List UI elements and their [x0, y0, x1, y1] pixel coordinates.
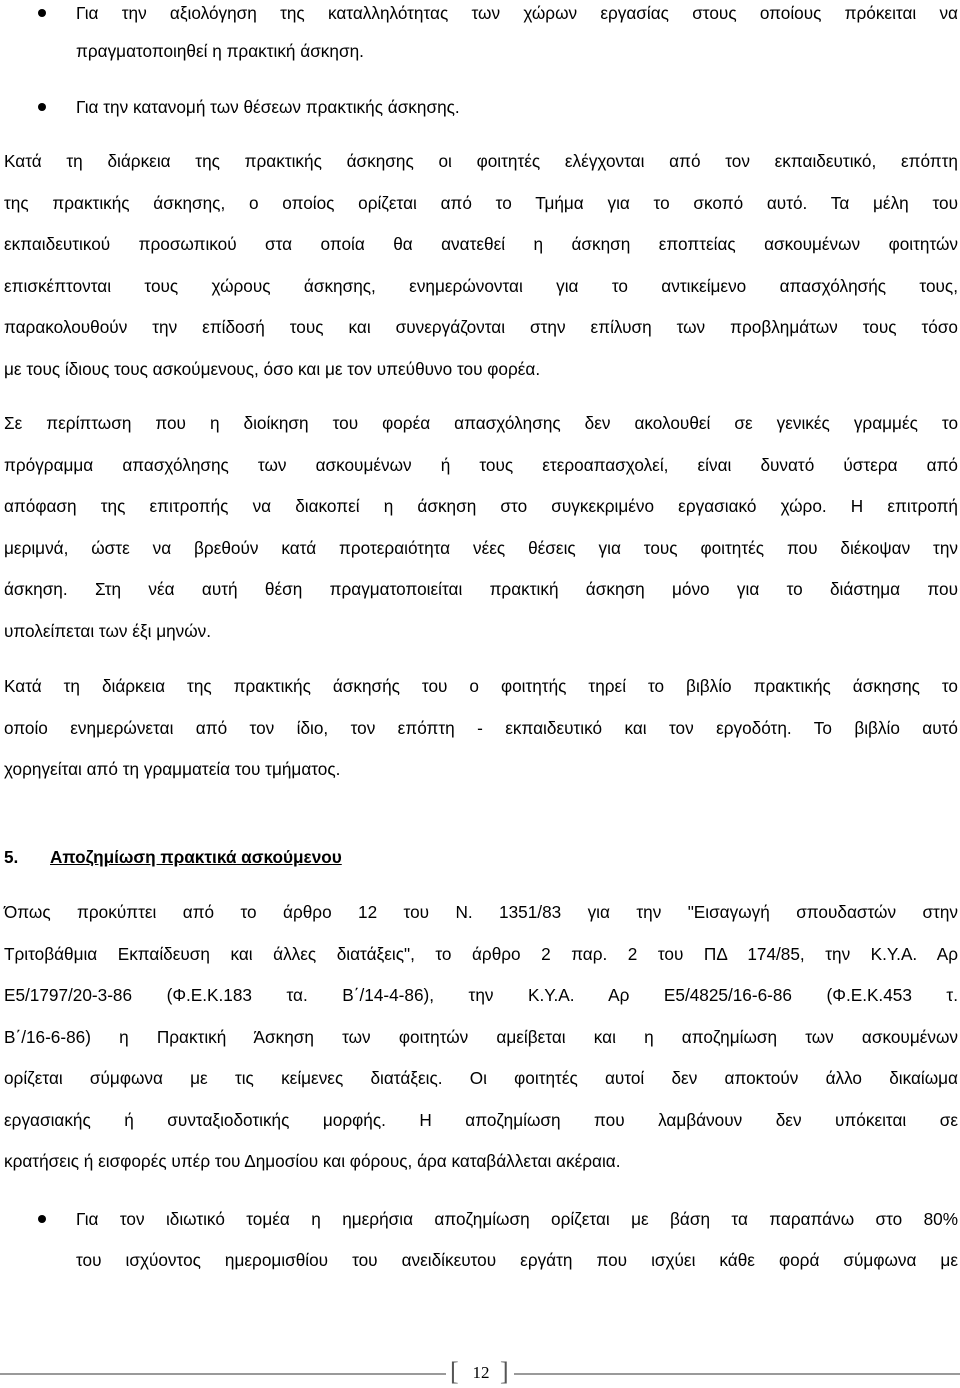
section-heading	[4, 846, 958, 868]
footer-rule-right	[514, 1373, 960, 1375]
paragraph-line: απόφαση της επιτροπής να διακοπεί η άσκηση στο συγκεκριμένο εργασιακό χώρο. Η επιτροπή	[4, 496, 958, 516]
bullet-text-line: Για την αξιολόγηση της καταλληλότητας των χώρων εργασίας στους οποίους πρόκειται να	[76, 3, 958, 23]
section-number: 5.	[4, 847, 19, 867]
bullet-text-line: Για την κατανομή των θέσεων πρακτικής άσκησης.	[76, 97, 460, 117]
paragraph-line: άσκηση. Στη νέα αυτή θέση πραγματοποιείται πρακτική άσκηση μόνο για το διάστημα που	[4, 579, 958, 599]
paragraph-line: Όπως προκύπτει από το άρθρο 12 του Ν. 1351/83 για την "Εισαγωγή σπουδαστών στην	[4, 902, 958, 922]
bullet-text-line: του ισχύοντος ημερομισθίου του ανειδίκευτου εργάτη που ισχύει κάθε φορά σύμφωνα με	[76, 1250, 958, 1270]
paragraph-line: κρατήσεις ή εισφορές υπέρ του Δημοσίου και φόρους, άρα καταβάλλεται ακέραια.	[4, 1151, 621, 1171]
footer-rule-left	[0, 1373, 446, 1375]
paragraph-line: πρόγραμμα απασχόλησης των ασκουμένων ή τους ετεροαπασχολεί, είναι δυνατό ύστερα από	[4, 455, 958, 475]
bullet-text-line: Για τον ιδιωτικό τομέα η ημερήσια αποζημίωση ορίζεται με βάση τα παραπάνω στο 80%	[76, 1209, 958, 1229]
paragraph-line: παρακολουθούν την επίδοσή τους και συνεργάζονται στην επίλυση των προβλημάτων τους τόσο	[4, 317, 958, 337]
paragraph-line: υπολείπεται των έξι μηνών.	[4, 621, 212, 641]
paragraph-line: εργασιακής ή συνταξιοδοτικής μορφής. Η αποζημίωση που λαμβάνουν δεν υπόκειται σε	[4, 1110, 958, 1130]
paragraph-line: Β΄/16-6-86) η Πρακτική Άσκηση των φοιτητών αμείβεται και η αποζημίωση των ασκουμένων	[4, 1027, 958, 1047]
paragraph-line: εκπαιδευτικού προσωπικού στα οποία θα ανατεθεί η άσκηση εποπτείας ασκουμένων φοιτητών	[4, 234, 958, 254]
paragraph-line: οποίο ενημερώνεται από τον ίδιο, τον επόπτη - εκπαιδευτικό και τον εργοδότη. Το βιβλίο αυτό	[4, 718, 958, 738]
paragraph-line: Ε5/1797/20-3-86 (Φ.Ε.Κ.183 τα. Β΄/14-4-86), την Κ.Υ.Α. Αρ Ε5/4825/16-6-86 (Φ.Ε.Κ.453 τ.	[4, 985, 958, 1005]
section-title: Αποζημίωση πρακτικά ασκούμενου	[50, 847, 342, 867]
paragraph-line: με τους ίδιους τους ασκούμενους, όσο και με τον υπεύθυνο του φορέα.	[4, 359, 541, 379]
bullet-text-line: πραγματοποιηθεί η πρακτική άσκηση.	[76, 41, 364, 61]
paragraph-line: Κατά τη διάρκεια της πρακτικής άσκησης οι φοιτητές ελέγχονται από τον εκπαιδευτικό, επόπτη	[4, 151, 958, 171]
paragraph-line: της πρακτικής άσκησης, ο οποίος ορίζεται από το Τμήμα για το σκοπό αυτό. Τα μέλη του	[4, 193, 958, 213]
paragraph-line: Σε περίπτωση που η διοίκηση του φορέα απασχόλησης δεν ακολουθεί σε γενικές γραμμές το	[4, 413, 958, 433]
bullet-marker	[38, 103, 46, 111]
page-number: 12	[472, 1363, 490, 1382]
bullet-marker	[38, 1215, 46, 1223]
paragraph-line: Τριτοβάθμια Εκπαίδευση και άλλες διατάξεις", το άρθρο 2 παρ. 2 του ΠΔ 174/85, την Κ.Υ.Α. Αρ	[4, 944, 958, 964]
paragraph-line: χορηγείται από τη γραμματεία του τμήματος.	[4, 759, 341, 779]
paragraph-line: Κατά τη διάρκεια της πρακτικής άσκησής του ο φοιτητής τηρεί το βιβλίο πρακτικής άσκησης το	[4, 676, 958, 696]
footer-bracket-right: ]	[500, 1357, 509, 1386]
paragraph-line: ορίζεται σύμφωνα με τις κείμενες διατάξεις. Οι φοιτητές αυτοί δεν αποκτούν άλλο δικαίωμα	[4, 1068, 958, 1088]
bullet-marker	[38, 9, 46, 17]
paragraph-line: μεριμνά, ώστε να βρεθούν κατά προτεραιότητα νέες θέσεις για τους φοιτητές που διέκοψαν την	[4, 538, 958, 558]
footer-bracket-left: [	[450, 1357, 459, 1386]
paragraph-line: επισκέπτονται τους χώρους άσκησης, ενημερώνονται για το αντικείμενο απασχόλησής τους,	[4, 276, 958, 296]
